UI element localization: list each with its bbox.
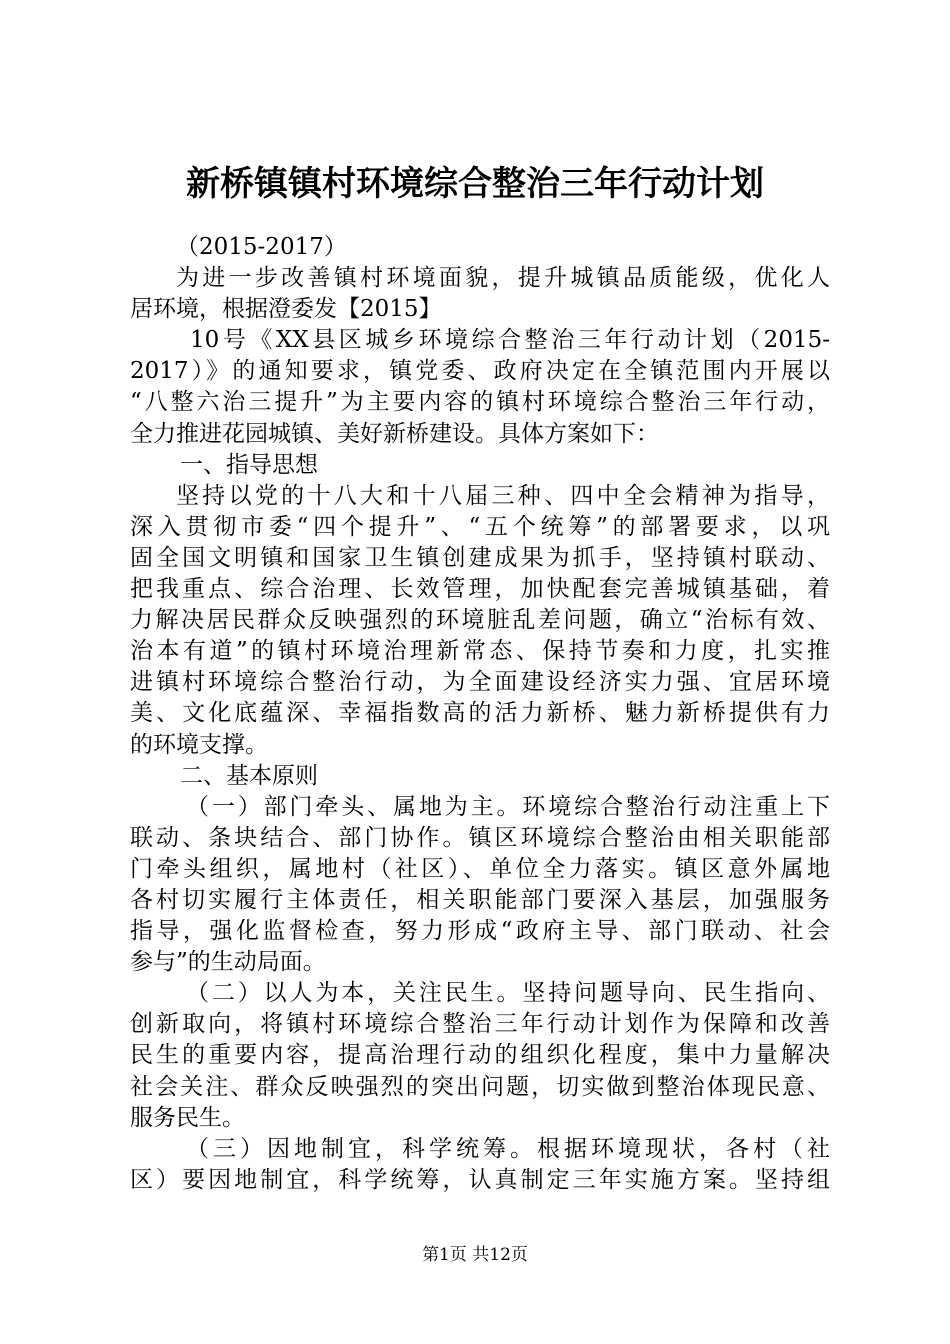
body-line: 民生的重要内容，提高治理行动的组织化程度，集中力量解决 — [130, 1042, 830, 1069]
body-line: 参与”的生动局面。 — [130, 949, 326, 976]
page-footer: 第1页 共12页 — [422, 1245, 528, 1265]
body-line: 门牵头组织，属地村（社区）、单位全力落实。镇区意外属地 — [130, 855, 830, 882]
body-line: 全力推进花园城镇、美好新桥建设。具体方案如下： — [130, 420, 659, 447]
section-heading: 二、基本原则 — [180, 762, 318, 789]
body-line: 社会关注、群众反映强烈的突出问题，切实做到整治体现民意、 — [130, 1073, 830, 1100]
body-line: 力解决居民群众反映强烈的环境脏乱差问题，确立“治标有效、 — [130, 607, 830, 634]
body-line: 2017）》的通知要求，镇党委、政府决定在全镇范围内开展以 — [130, 358, 830, 385]
body-line: “八整六治三提升”为主要内容的镇村环境综合整治三年行动， — [130, 389, 830, 416]
body-line: 深入贯彻市委“四个提升”、“五个统筹”的部署要求，以巩 — [130, 513, 830, 540]
body-line: 联动、条块结合、部门协作。镇区环境综合整治由相关职能部 — [130, 824, 830, 851]
body-line: 10号《XX县区城乡环境综合整治三年行动计划（2015- — [190, 327, 830, 354]
document-body — [130, 232, 830, 1196]
body-line: 治本有道”的镇村环境治理新常态、保持节奏和力度，扎实推 — [130, 638, 830, 665]
body-line: （二）以人为本，关注民生。坚持问题导向、民生指向、 — [186, 980, 830, 1007]
body-line: 固全国文明镇和国家卫生镇创建成果为抓手，坚持镇村联动、 — [130, 544, 830, 571]
body-line: 美、文化底蕴深、幸福指数高的活力新桥、魅力新桥提供有力 — [130, 700, 830, 727]
body-line: 区）要因地制宜，科学统筹，认真制定三年实施方案。坚持组 — [130, 1166, 830, 1193]
body-line: 为进一步改善镇村环境面貌，提升城镇品质能级，优化人 — [176, 265, 830, 292]
body-line: 的环境支撑。 — [130, 731, 268, 758]
document-title: 新桥镇镇村环境综合整治三年行动计划 — [186, 164, 764, 204]
body-line: 创新取向，将镇村环境综合整治三年行动计划作为保障和改善 — [130, 1011, 830, 1038]
body-line: 指导，强化监督检查，努力形成“政府主导、部门联动、社会 — [130, 918, 830, 945]
body-line: 服务民生。 — [130, 1104, 245, 1131]
body-line: （三）因地制宜，科学统筹。根据环境现状，各村（社 — [186, 1135, 830, 1162]
body-line: 把我重点、综合治理、长效管理，加快配套完善城镇基础，着 — [130, 576, 830, 603]
body-line: （2015-2017） — [176, 234, 347, 260]
body-line: 居环境，根据澄委发【2015】 — [130, 296, 442, 323]
body-line: 进镇村环境综合整治行动，为全面建设经济实力强、宜居环境 — [130, 669, 830, 696]
section-heading: 一、指导思想 — [180, 451, 318, 478]
body-line: （一）部门牵头、属地为主。环境综合整治行动注重上下 — [186, 793, 830, 820]
body-line: 各村切实履行主体责任，相关职能部门要深入基层，加强服务 — [130, 886, 830, 913]
body-line: 坚持以党的十八大和十八届三种、四中全会精神为指导， — [176, 482, 830, 509]
